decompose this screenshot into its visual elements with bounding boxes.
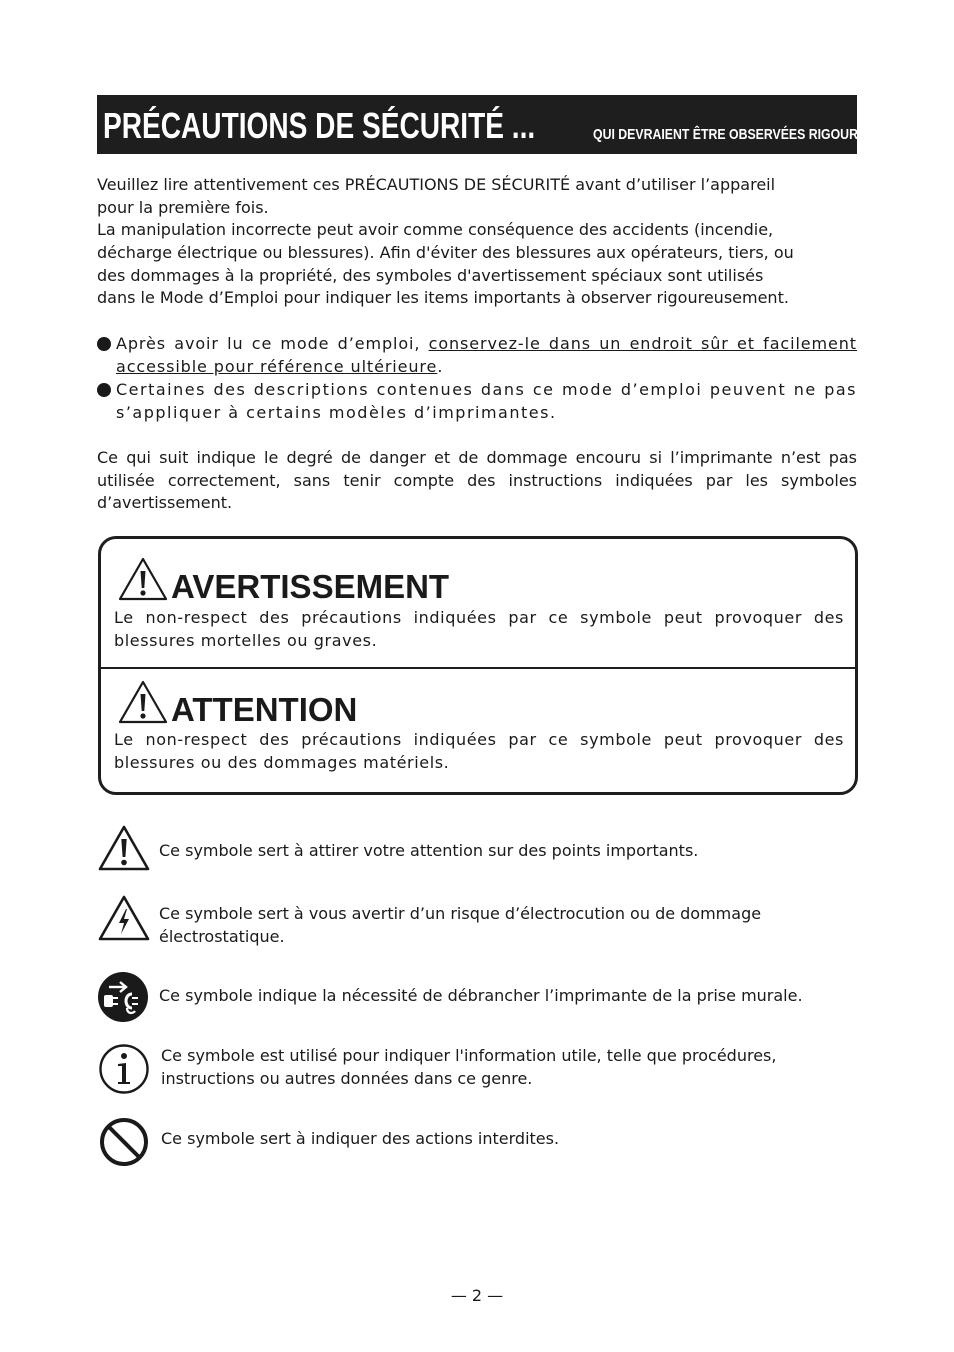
unplug-icon [97,970,151,1024]
symbol-description: Ce symbole sert à indiquer des actions interdites. [161,1129,560,1148]
bullet-dot-icon [97,337,111,351]
symbol-description: Ce symbole indique la nécessité de débrancher l’imprimante de la prise murale. [159,986,803,1005]
page-number: — 2 — [450,1286,504,1305]
intro-line: des dommages à la propriété, des symboles d'avertissement spéciaux sont utilisés [97,266,764,285]
warning-triangle-icon [117,556,169,602]
intro-line: pour la première fois. [97,198,269,217]
bullet-item [97,333,857,378]
danger-intro-paragraph: Ce qui suit indique le degré de danger et de dommage encouru si l’imprimante n’est pas utilisée correctement, sans tenir compte des instructions indiquées par les symboles d’avertissement. [97,448,857,513]
electric-shock-triangle-icon [97,894,151,942]
warning-box [98,536,858,795]
symbol-description: Ce symbole est utilisé pour indiquer l'information utile, telle que procédures, instructions ou autres données dans ce genre. [161,1046,777,1088]
exclamation-triangle-icon [97,824,151,872]
warning-divider [101,667,855,669]
bullet-text: Certaines des descriptions contenues dans ce mode d’emploi peuvent ne pas s’appliquer à certains modèles d’imprimantes. [116,380,857,422]
prohibited-icon [97,1115,151,1169]
bullet-item [97,379,857,424]
bullet-underlined-text: conservez-le dans un endroit sûr et facilement accessible pour référence ultérieure [116,334,857,376]
page-title-bar [97,95,927,154]
warning-description: Le non-respect des précautions indiquées par ce symbole peut provoquer des blessures mortelles ou graves. [114,608,844,650]
page-title: PRÉCAUTIONS DE SÉCURITÉ ... [103,105,536,146]
page-subtitle: QUI DEVRAIENT ÊTRE OBSERVÉES RIGOUREUSEMENT [593,126,927,143]
symbol-description: Ce symbole sert à vous avertir d’un risque d’électrocution ou de dommage électrostatique. [159,904,762,946]
caution-title: ATTENTION [171,691,358,728]
symbol-description: Ce symbole sert à attirer votre attention sur des points importants. [159,841,699,860]
bullet-dot-icon [97,383,111,397]
intro-line: La manipulation incorrecte peut avoir comme conséquence des accidents (incendie, [97,220,774,239]
bullet-text: Après avoir lu ce mode d’emploi, conservez-le dans un endroit sûr et facilement accessible pour référence ultérieure. [116,334,857,376]
caution-description: Le non-respect des précautions indiquées par ce symbole peut provoquer des blessures ou des dommages matériels. [114,730,844,772]
intro-line: décharge électrique ou blessures). Afin d'éviter des blessures aux opérateurs, tiers, ou [97,243,794,262]
intro-line: dans le Mode d’Emploi pour indiquer les items importants à observer rigoureusement. [97,288,789,307]
info-icon [97,1042,151,1096]
warning-title: AVERTISSEMENT [171,568,450,605]
caution-triangle-icon [117,679,169,725]
intro-line: Veuillez lire attentivement ces PRÉCAUTIONS DE SÉCURITÉ avant d’utiliser l’appareil [97,175,776,194]
